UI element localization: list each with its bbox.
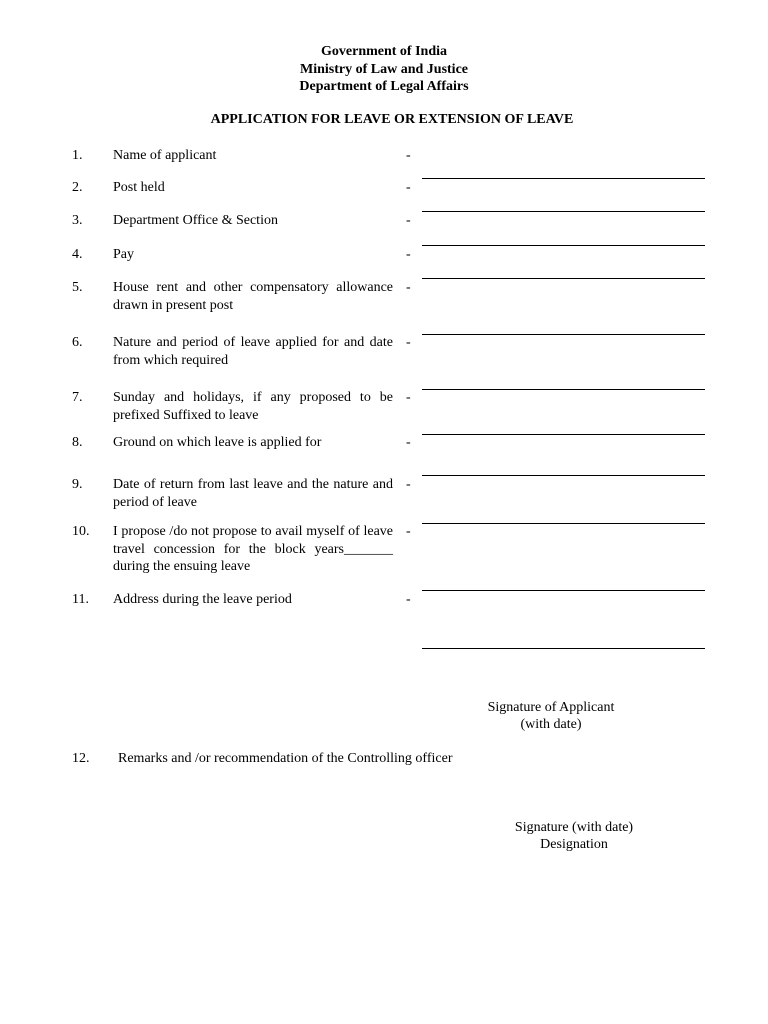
item-number: 5.	[72, 280, 83, 295]
officer-signature-label: Signature (with date)	[514, 820, 634, 835]
item-label-address: Address during the leave period	[113, 592, 292, 607]
remarks-label: Remarks and /or recommendation of the Controlling officer	[118, 751, 453, 766]
fill-line-pay[interactable]	[422, 278, 705, 279]
item-dash: -	[406, 180, 411, 195]
item-dash: -	[406, 148, 411, 163]
header-department: Department of Legal Affairs	[299, 79, 469, 94]
item-number: 2.	[72, 180, 83, 195]
fill-line-nature-of-leave[interactable]	[422, 389, 705, 390]
item-dash: -	[406, 280, 411, 295]
fill-line-address[interactable]	[422, 648, 705, 649]
item-dash: -	[406, 390, 411, 405]
fill-line-leave-travel-concession[interactable]	[422, 590, 705, 591]
item-dash: -	[406, 247, 411, 262]
item-label-post-held: Post held	[113, 180, 165, 195]
fill-line-ground-of-leave[interactable]	[422, 475, 705, 476]
item-dash: -	[406, 335, 411, 350]
fill-line-date-of-return[interactable]	[422, 523, 705, 524]
item-dash: -	[406, 435, 411, 450]
item-number: 11.	[72, 592, 89, 607]
applicant-signature-label: Signature of Applicant	[487, 700, 615, 715]
item-number: 4.	[72, 247, 83, 262]
item-dash: -	[406, 524, 411, 539]
item-label-date-of-return: Date of return from last leave and the nature and period of leave	[113, 477, 393, 510]
item-number: 3.	[72, 213, 83, 228]
item-label-pay: Pay	[113, 247, 134, 262]
item-number: 8.	[72, 435, 83, 450]
remarks-number: 12.	[72, 751, 90, 766]
item-label-sunday-holidays: Sunday and holidays, if any proposed to be prefixed Suffixed to leave	[113, 390, 393, 423]
item-label-name-of-applicant: Name of applicant	[113, 148, 217, 163]
item-number: 9.	[72, 477, 83, 492]
fill-line-department-office[interactable]	[422, 245, 705, 246]
item-number: 6.	[72, 335, 83, 350]
applicant-signature-block	[470, 699, 632, 733]
item-label-leave-travel-concession: I propose /do not propose to avail myself of leave travel concession for the block years_______ during the ensuing leave	[113, 524, 393, 574]
item-number: 1.	[72, 148, 83, 163]
item-number: 7.	[72, 390, 83, 405]
item-dash: -	[406, 477, 411, 492]
applicant-signature-date-label: (with date)	[520, 717, 582, 732]
form-title: APPLICATION FOR LEAVE OR EXTENSION OF LEAVE	[210, 112, 574, 127]
item-number: 10.	[72, 524, 90, 539]
fill-line-sunday-holidays[interactable]	[422, 434, 705, 435]
item-label-department-office: Department Office & Section	[113, 213, 278, 228]
fill-line-house-rent[interactable]	[422, 334, 705, 335]
fill-line-post-held[interactable]	[422, 211, 705, 212]
fill-line-name-of-applicant[interactable]	[422, 178, 705, 179]
item-dash: -	[406, 592, 411, 607]
header-ministry: Ministry of Law and Justice	[300, 62, 468, 77]
item-label-house-rent: House rent and other compensatory allowance drawn in present post	[113, 280, 393, 313]
item-label-nature-of-leave: Nature and period of leave applied for and date from which required	[113, 335, 393, 368]
officer-signature-block	[494, 819, 654, 853]
item-label-ground-of-leave: Ground on which leave is applied for	[113, 435, 322, 450]
item-dash: -	[406, 213, 411, 228]
header-government: Government of India	[321, 44, 447, 59]
officer-designation-label: Designation	[540, 837, 608, 852]
